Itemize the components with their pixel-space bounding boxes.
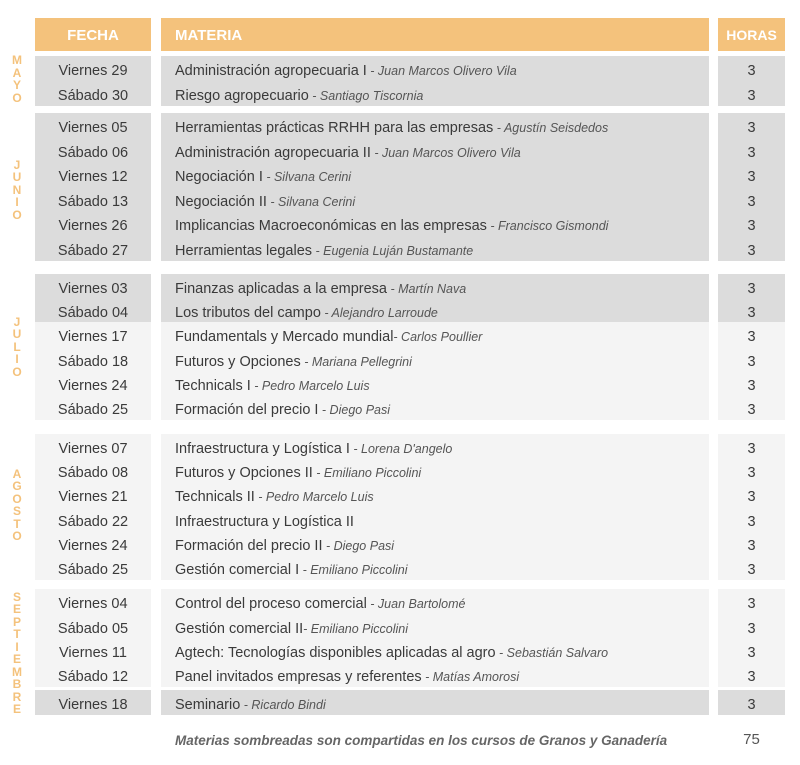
month-letter: O [12, 529, 22, 543]
row-date: Viernes 03 [58, 281, 128, 297]
row-subject-cell [175, 277, 466, 301]
row-subject-cell [175, 510, 354, 534]
row-teacher: - Emiliano Piccolini [312, 466, 422, 480]
row-hours: 3 [747, 621, 756, 637]
row-date: Viernes 29 [58, 63, 128, 79]
row-teacher: - Emiliano Piccolini [299, 563, 408, 577]
row-subject-cell [175, 437, 452, 461]
row-subject: Seminario [175, 697, 241, 713]
header-fecha: FECHA [35, 18, 151, 51]
month-label-septiembre [0, 584, 34, 722]
row-hours: 3 [747, 145, 756, 161]
row-subject: Futuros y Opciones II [175, 465, 313, 481]
row-teacher: - Eugenia Luján Bustamante [312, 244, 474, 258]
row-hours: 3 [747, 354, 756, 370]
row-subject-cell [175, 485, 374, 509]
row-teacher: - Francisco Gismondi [486, 219, 609, 233]
row-date: Sábado 06 [57, 145, 129, 161]
row-teacher: - Diego Pasi [322, 539, 395, 553]
row-date: Sábado 18 [57, 354, 129, 370]
month-letter: U [12, 170, 22, 185]
row-subject: Infraestructura y Logística II [175, 514, 354, 530]
month-letter: I [15, 639, 19, 654]
month-letter: Y [12, 78, 21, 92]
month-letter: O [12, 90, 22, 105]
row-date: Viernes 17 [58, 329, 128, 345]
row-teacher: - Lorena D'angelo [349, 442, 453, 456]
month-letter: E [12, 702, 21, 716]
month-letter: P [12, 614, 21, 629]
row-hours: 3 [747, 538, 756, 554]
row-teacher: - Pedro Marcelo Luis [250, 379, 370, 393]
row-hours: 3 [747, 697, 756, 713]
row-subject: Administración agropecuaria I [175, 63, 367, 79]
row-subject-cell [175, 592, 465, 616]
month-label-agosto [0, 430, 34, 580]
row-date: Viernes 05 [58, 120, 128, 136]
row-teacher: - Agustín Seisdedos [493, 121, 609, 135]
row-hours: 3 [747, 243, 756, 259]
row-date: Sábado 30 [57, 88, 129, 104]
row-subject: Panel invitados empresas y referentes [175, 669, 422, 685]
row-teacher: - Emiliano Piccolini [303, 622, 409, 636]
row-teacher: - Matías Amorosi [421, 670, 520, 684]
month-letter: T [13, 516, 21, 531]
row-subject: Negociación I [175, 169, 263, 185]
month-letter: I [15, 195, 19, 210]
header-horas: HORAS [718, 18, 785, 51]
shared-subjects-note: Materias sombreadas son compartidas en los cursos de Granos y Ganadería [175, 733, 668, 748]
row-subject-cell [175, 374, 370, 398]
row-hours: 3 [747, 218, 756, 234]
row-teacher: - Sebastián Salvaro [495, 646, 609, 660]
row-subject: Negociación II [175, 194, 267, 210]
month-letter: S [12, 589, 21, 604]
month-label-junio [0, 112, 34, 268]
row-subject-cell [175, 665, 519, 689]
header-materia: MATERIA [161, 18, 709, 51]
row-subject-cell [175, 190, 355, 214]
row-teacher: - Pedro Marcelo Luis [254, 490, 374, 504]
row-hours: 3 [747, 562, 756, 578]
row-subject-cell [175, 301, 438, 325]
row-teacher: - Diego Pasi [318, 403, 391, 417]
row-subject-cell [175, 59, 517, 83]
row-hours: 3 [747, 669, 756, 685]
row-date: Sábado 27 [57, 243, 129, 259]
row-subject: Futuros y Opciones [175, 354, 301, 370]
row-hours: 3 [747, 305, 756, 321]
row-teacher: - Ricardo Bindi [240, 698, 326, 712]
row-hours: 3 [747, 169, 756, 185]
row-date: Sábado 12 [57, 669, 129, 685]
row-subject-cell [175, 461, 421, 485]
row-date: Viernes 21 [58, 489, 128, 505]
row-date: Viernes 07 [58, 441, 128, 457]
row-subject-cell [175, 641, 608, 665]
row-date: Sábado 04 [57, 305, 129, 321]
month-letter: N [12, 182, 22, 197]
row-date: Viernes 24 [58, 538, 128, 554]
row-subject-cell [175, 325, 482, 349]
row-hours: 3 [747, 194, 756, 210]
row-teacher: - Silvana Cerini [266, 195, 356, 209]
row-subject: Herramientas prácticas RRHH para las empresas [175, 120, 494, 136]
row-subject-cell [175, 141, 521, 165]
row-subject: Finanzas aplicadas a la empresa [175, 281, 387, 297]
row-teacher: - Martín Nava [386, 282, 467, 296]
row-date: Sábado 08 [57, 465, 129, 481]
row-teacher: - Carlos Poullier [393, 330, 483, 344]
row-hours: 3 [747, 596, 756, 612]
row-subject: Herramientas legales [175, 243, 313, 259]
month-letter: S [12, 504, 21, 518]
month-letter: T [13, 627, 21, 641]
section-divider [35, 585, 785, 587]
row-date: Viernes 04 [58, 596, 128, 612]
row-subject-cell [175, 534, 394, 558]
month-letter: B [12, 677, 22, 691]
section-divider [35, 111, 785, 113]
row-hours: 3 [747, 329, 756, 345]
row-hours: 3 [747, 63, 756, 79]
row-subject: Fundamentals y Mercado mundial [175, 329, 394, 345]
month-letter: E [12, 652, 21, 666]
row-teacher: - Alejandro Larroude [320, 306, 438, 320]
row-hours: 3 [747, 465, 756, 481]
month-letter: O [12, 491, 22, 506]
row-subject: Administración agropecuaria II [175, 145, 371, 161]
row-date: Sábado 05 [57, 621, 129, 637]
month-letter: G [12, 479, 22, 493]
month-letter: M [12, 664, 22, 679]
month-label-mayo [0, 54, 34, 104]
row-subject-cell [175, 398, 390, 422]
row-subject-cell [175, 693, 326, 717]
row-date: Viernes 12 [58, 169, 128, 185]
month-letter: E [12, 602, 21, 616]
row-date: Viernes 26 [58, 218, 128, 234]
row-subject: Agtech: Tecnologías disponibles aplicadas al agro [175, 645, 496, 661]
row-subject-cell [175, 214, 608, 238]
row-hours: 3 [747, 514, 756, 530]
month-letter: O [12, 364, 22, 379]
total-hours: 75 [743, 731, 760, 748]
month-label-julio [0, 272, 34, 422]
row-subject: Infraestructura y Logística I [175, 441, 350, 457]
row-date: Viernes 11 [59, 645, 127, 661]
row-subject: Gestión comercial I [175, 562, 300, 578]
month-letter: L [13, 339, 21, 354]
row-subject-cell [175, 617, 408, 641]
row-subject-cell [175, 165, 351, 189]
row-teacher: - Mariana Pellegrini [300, 355, 412, 369]
row-hours: 3 [747, 441, 756, 457]
row-hours: 3 [747, 378, 756, 394]
month-letter: A [12, 466, 22, 481]
month-letter: I [15, 352, 19, 367]
section-divider [35, 270, 785, 272]
row-hours: 3 [747, 645, 756, 661]
row-date: Viernes 24 [58, 378, 128, 394]
row-teacher: - Silvana Cerini [262, 170, 352, 184]
row-subject-cell [175, 350, 412, 374]
row-hours: 3 [747, 402, 756, 418]
month-letter: R [12, 689, 22, 704]
row-date: Sábado 22 [57, 514, 129, 530]
row-hours: 3 [747, 281, 756, 297]
month-letter: M [12, 53, 22, 67]
row-subject: Implicancias Macroeconómicas en las empresas [175, 218, 487, 234]
row-teacher: - Juan Marcos Olivero Vila [366, 64, 517, 78]
row-subject-cell [175, 116, 608, 140]
row-subject-cell [175, 239, 473, 263]
row-subject: Technicals II [175, 489, 255, 505]
row-subject: Riesgo agropecuario [175, 88, 309, 104]
row-hours: 3 [747, 489, 756, 505]
row-teacher: - Juan Marcos Olivero Vila [370, 146, 521, 160]
row-teacher: - Santiago Tiscornia [308, 89, 424, 103]
row-subject-cell [175, 558, 407, 582]
row-teacher: - Juan Bartolomé [366, 597, 466, 611]
row-date: Sábado 25 [57, 562, 129, 578]
month-letter: U [12, 327, 22, 342]
row-subject: Gestión comercial II [175, 621, 304, 637]
row-hours: 3 [747, 88, 756, 104]
section-divider [35, 428, 785, 430]
row-date: Sábado 25 [57, 402, 129, 418]
row-date: Sábado 13 [57, 194, 129, 210]
month-letter: O [12, 207, 22, 222]
row-date: Viernes 18 [58, 697, 128, 713]
row-subject: Control del proceso comercial [175, 596, 367, 612]
month-letter: J [13, 314, 21, 329]
row-hours: 3 [747, 120, 756, 136]
row-subject: Los tributos del campo [175, 305, 321, 321]
row-subject: Formación del precio I [175, 402, 319, 418]
row-subject: Technicals I [175, 378, 251, 394]
row-subject: Formación del precio II [175, 538, 323, 554]
row-subject-cell [175, 84, 423, 108]
month-letter: J [13, 157, 21, 172]
month-letter: A [12, 65, 22, 80]
